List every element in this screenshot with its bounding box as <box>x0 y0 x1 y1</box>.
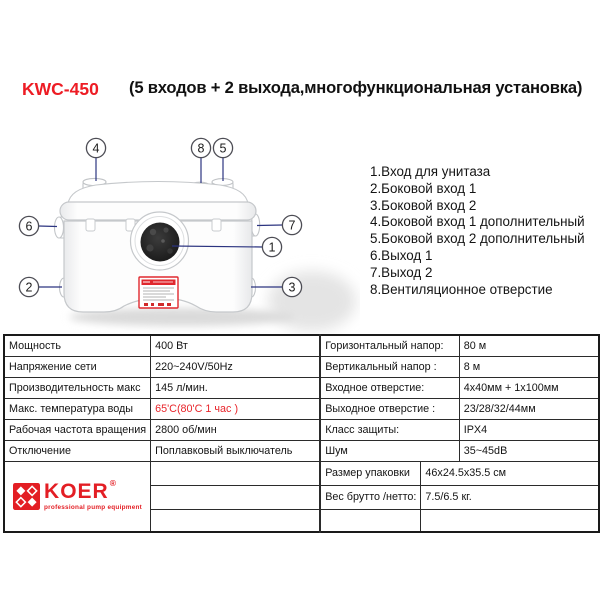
callout-7 <box>282 215 301 234</box>
brand-tagline: professional pump equipment <box>44 504 143 512</box>
brand-logo-cell <box>4 461 151 532</box>
spec-value: 220~240V/50Hz <box>151 356 321 377</box>
empty-cell <box>320 509 421 532</box>
product-label <box>139 277 178 308</box>
pump-diagram <box>0 125 360 335</box>
spec-value: 400 Вт <box>151 335 321 356</box>
spec-label: Напряжение сети <box>4 356 151 377</box>
spec-value: 2800 об/мин <box>151 419 321 440</box>
spec-label: Размер упаковки <box>320 461 421 485</box>
svg-text:3: 3 <box>288 280 296 295</box>
brand-name: KOER ® <box>44 478 117 504</box>
list-item: 7.Выход 2 <box>370 264 433 280</box>
svg-text:1: 1 <box>268 240 276 255</box>
spec-label: Макс. температура воды <box>4 398 151 419</box>
spec-value: 80 м <box>459 335 599 356</box>
spec-label: Горизонтальный напор: <box>320 335 459 356</box>
table-row <box>4 419 599 440</box>
spec-value: IPX4 <box>459 419 599 440</box>
list-item: 8.Вентиляционное отверстие <box>370 281 553 297</box>
svg-text:6: 6 <box>25 219 33 234</box>
svg-text:4: 4 <box>92 141 100 156</box>
spec-label: Мощность <box>4 335 151 356</box>
spec-label: Вертикальный напор : <box>320 356 459 377</box>
callout-5 <box>213 138 232 157</box>
callout-1 <box>262 237 281 256</box>
pump-lid-dome <box>68 182 248 205</box>
table-row <box>4 440 599 461</box>
svg-text:7: 7 <box>288 218 296 233</box>
list-item: 1.Вход для унитаза <box>370 164 491 179</box>
registered-mark: ® <box>109 478 117 489</box>
list-item: 2.Боковой вход 1 <box>370 180 477 196</box>
spec-value: 23/28/32/44мм <box>459 398 599 419</box>
spec-value: 65'C(80'C 1 час ) <box>151 398 321 419</box>
table-row <box>4 356 599 377</box>
callout-6 <box>19 216 38 235</box>
empty-cell <box>151 461 321 485</box>
spec-label: Отключение <box>4 440 151 461</box>
callout-2 <box>19 277 38 296</box>
table-row <box>4 461 599 485</box>
spec-label: Шум <box>320 440 459 461</box>
spec-label: Класс защиты: <box>320 419 459 440</box>
callout-4 <box>86 138 105 157</box>
callout-3 <box>282 277 301 296</box>
spec-value: 145 л/мин. <box>151 377 321 398</box>
spec-label: Производительность макс <box>4 377 151 398</box>
spec-value: 46x24.5x35.5 см <box>421 461 599 485</box>
callout-8 <box>191 138 210 157</box>
spec-value: 4x40мм + 1x100мм <box>459 377 599 398</box>
table-row <box>4 335 599 356</box>
product-subtitle: (5 входов + 2 выхода,многофункциональная установка) <box>129 78 583 97</box>
koer-logo <box>9 478 146 512</box>
koer-logo-icon <box>13 483 40 510</box>
table-row <box>4 377 599 398</box>
list-item: 3.Боковой вход 2 <box>370 197 477 213</box>
spec-label: Выходное отверстие : <box>320 398 459 419</box>
spec-label: Вес брутто /нетто: <box>320 485 421 509</box>
spec-value: 35~45dB <box>459 440 599 461</box>
spec-value: 7.5/6.5 кг. <box>421 485 599 509</box>
spec-value: 8 м <box>459 356 599 377</box>
parts-list <box>370 164 585 298</box>
empty-cell <box>151 509 321 532</box>
product-model: KWC-450 <box>22 79 99 99</box>
toilet-inlet-opening <box>131 212 189 270</box>
specs-table <box>3 334 600 533</box>
svg-text:2: 2 <box>25 280 33 295</box>
empty-cell <box>151 485 321 509</box>
table-row <box>4 398 599 419</box>
spec-label: Входное отверстие: <box>320 377 459 398</box>
spec-value: Поплавковый выключатель <box>151 440 321 461</box>
list-item: 6.Выход 1 <box>370 247 433 263</box>
svg-text:8: 8 <box>197 141 205 156</box>
svg-text:5: 5 <box>219 141 227 156</box>
list-item: 5.Боковой вход 2 дополнительный <box>370 231 585 247</box>
empty-cell <box>421 509 599 532</box>
spec-label: Рабочая частота вращения <box>4 419 151 440</box>
list-item: 4.Боковой вход 1 дополнительный <box>370 214 585 230</box>
